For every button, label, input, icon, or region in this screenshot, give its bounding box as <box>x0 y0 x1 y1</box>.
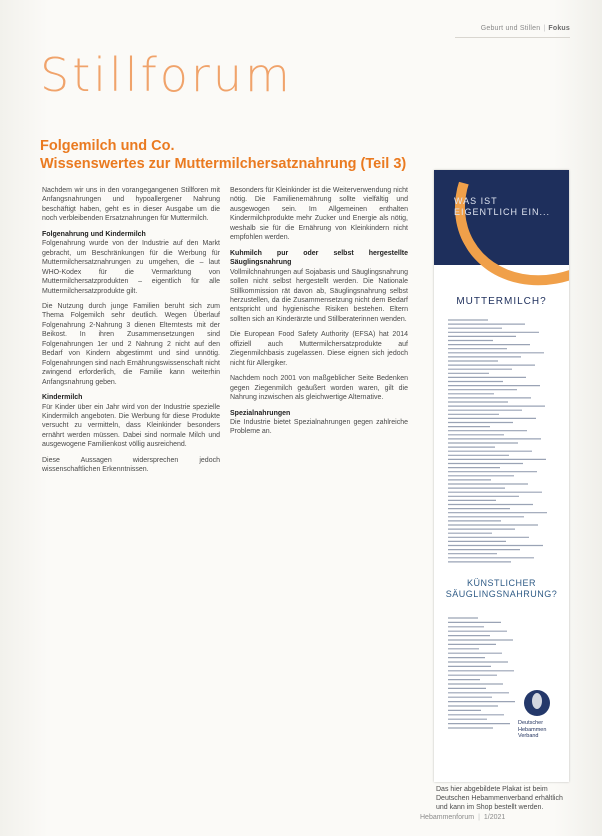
poster-caption: Das hier abgebildete Plakat ist beim Deutschen Hebammenverband erhältlich und kann im Shop bestellt werden. <box>436 786 563 811</box>
paragraph: Diese Aussagen widersprechen jedoch wissenschaftlichen Erkenntnissen. <box>42 456 220 474</box>
section-heading-folgenahrung: Folgenahrung und Kindermilch <box>42 230 146 238</box>
paragraph: Folgenahrung wurde von der Industrie auf den Markt gebracht, um Beschränkungen für die Werbung für Muttermilchersatznahrungen zu umgehen, die – laut WHO-Kodex für die Vermarktung von Muttermilchersatzprodukten – eigentlich für alle Muttermilchersatzprodukte gilt. <box>42 240 220 295</box>
poster-logo-text: Deutscher Hebammen Verband <box>518 720 547 739</box>
poster-heading-muttermilch: MUTTERMILCH? <box>456 296 547 307</box>
section-heading-kindermilch: Kindermilch <box>42 394 83 402</box>
paragraph: Die Nutzung durch junge Familien beruht sich zum Thema Folgemilch sehr deutlich. Wegen Überlauf Folgenahrung 2-Nahrung 3 dienen Elterntests mit der Beikost. In ihren Zusammensetzungen sind Folgenahrungen 1er und 2 Nahrung 2 nicht auf den Bedarf von Kindern abgestimmt und sind unnötig. Folgenahrungen sind nach Ernährungswissenschaft nicht zwingend erforderlich, die Familie kann weiterhin Anfangsnahrung geben. <box>42 302 220 386</box>
section-heading-spezialnahrungen: Spezialnahrungen <box>230 409 291 417</box>
poster-text-lines <box>448 318 556 568</box>
text-column-2 <box>230 186 408 443</box>
paragraph: Für Kinder über ein Jahr wird von der Industrie spezielle Kindermilch angeboten. Die Werbung für diese Produkte versucht zu vermitteln, dass Kleinkinder besonders ernährt werden müssen. Dabei sind normale Milch und ausgewogene Familienkost völlig ausreichend. <box>42 403 220 449</box>
poster-heading-kuenstlich: KÜNSTLICHER SÄUGLINGSNAHRUNG? <box>445 578 558 599</box>
poster-tagline: WAS IST EIGENTLICH EIN... <box>454 196 551 217</box>
poster-text-lines-2 <box>448 616 518 736</box>
text-column-1 <box>42 186 220 481</box>
paragraph: Besonders für Kleinkinder ist die Weiterverwendung nicht nötig. Die Familienernährung sollte vielfältig und ausgewogen sein. Im Allgemeinen enthalten Kindermilchprodukte mehr Zucker und Energie als nötig, weshalb sie für die Ernährung von Kleinkindern nicht empfohlen werden. <box>230 187 408 242</box>
paragraph: Vollmilchnahrungen auf Sojabasis und Säuglingsnahrung sollen nicht selbst hergestellt werden. Die Nationale Stillkommission rät davon ab, Säuglingsnahrung selbst herzustellen, da die Zusammensetzung nicht dem Bedarf entspricht und hygienische Risiken bestehen. Eltern sollten sich an Kinderärzte und Stillberaterinnen wenden. <box>230 268 408 323</box>
hebammenverband-logo-icon <box>524 690 550 716</box>
footer-journal: Hebammenforum <box>420 814 475 821</box>
page-footer: Hebammenforum | 1/2021 <box>420 814 506 821</box>
paragraph: Nachdem noch 2001 von maßgeblicher Seite Bedenken gegen Ziegenmilch geäußert worden waren, gilt die Nahrung inzwischen als gleichwertige Alternative. <box>230 375 408 402</box>
section-heading-kuhmilch: Kuhmilch pur oder selbst hergestellte Säuglingsnahrung <box>230 249 408 267</box>
poster-image <box>434 170 569 782</box>
header-rule <box>455 37 570 38</box>
article-subtitle: Folgemilch und Co. Wissenswertes zur Muttermilchersatznahrung (Teil 3) <box>40 138 407 172</box>
header-section: Geburt und Stillen <box>480 25 541 32</box>
paragraph: Die European Food Safety Authority (EFSA) hat 2014 offiziell auch Muttermilchersatzprodukte auf Ziegenmilchbasis zugelassen. Diese eignen sich jedoch nicht für Allergiker. <box>230 331 408 367</box>
footer-issue: 1/2021 <box>483 814 506 821</box>
intro-paragraph: Nachdem wir uns in den vorangegangenen Stillforen mit Anfangsnahrungen und hypoallergener Nahrung beschäftigt haben, geht es in dieser Ausgabe um die noch verbleibenden Ersatznahrungen für Muttermilch. <box>42 187 220 223</box>
page-title: Stillforum <box>40 48 293 102</box>
paragraph: Die Industrie bietet Spezialnahrungen gegen zahlreiche Probleme an. <box>230 418 408 436</box>
header-label: Fokus <box>548 25 570 32</box>
page-header: Geburt und Stillen | Fokus <box>480 25 570 32</box>
